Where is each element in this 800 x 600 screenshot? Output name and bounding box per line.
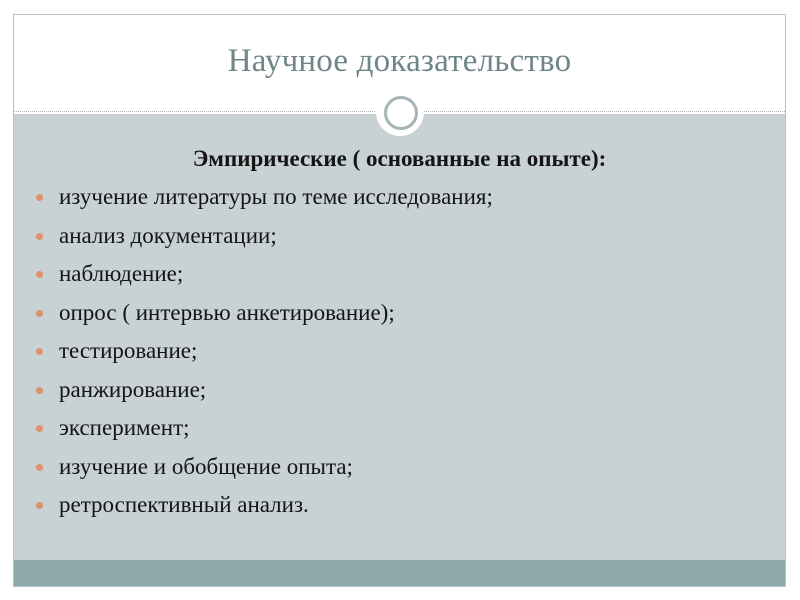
bullet-dot-icon xyxy=(36,348,43,355)
list-item-text: изучение литературы по теме исследования; xyxy=(59,184,493,209)
list-item xyxy=(36,448,493,487)
list-item-text: наблюдение; xyxy=(59,261,184,286)
list-item xyxy=(36,255,493,294)
list-item-text: ретроспективный анализ. xyxy=(59,492,309,517)
list-item-text: ранжирование; xyxy=(59,376,207,402)
list-item xyxy=(36,409,493,448)
list-item xyxy=(36,178,493,217)
bullet-dot-icon xyxy=(36,271,43,278)
list-item-text: эксперимент; xyxy=(59,415,190,440)
section-heading: Эмпирические ( основанные на опыте): xyxy=(192,146,607,171)
list-item-text: опрос ( интервью анкетирование); xyxy=(59,299,395,325)
bullet-dot-icon xyxy=(36,310,43,317)
list-item xyxy=(36,294,493,333)
footer-band xyxy=(14,560,785,587)
bullet-dot-icon xyxy=(36,464,43,471)
ring-inner xyxy=(384,96,418,130)
list-item xyxy=(36,371,493,410)
bullet-dot-icon xyxy=(36,233,43,240)
list-item xyxy=(36,217,493,256)
ring-icon xyxy=(376,88,424,136)
slide xyxy=(13,14,786,587)
bullet-dot-icon xyxy=(36,502,43,509)
bullet-dot-icon xyxy=(36,425,43,432)
list-item xyxy=(36,486,493,525)
list-item-text: тестирование; xyxy=(59,338,198,363)
list-item-text: изучение и обобщение опыта; xyxy=(59,453,353,479)
bullet-dot-icon xyxy=(36,387,43,394)
list-item-text: анализ документации; xyxy=(59,222,277,248)
list-item xyxy=(36,332,493,371)
bullet-list xyxy=(36,178,493,525)
bullet-dot-icon xyxy=(36,194,43,201)
slide-title: Научное доказательство xyxy=(227,43,572,79)
